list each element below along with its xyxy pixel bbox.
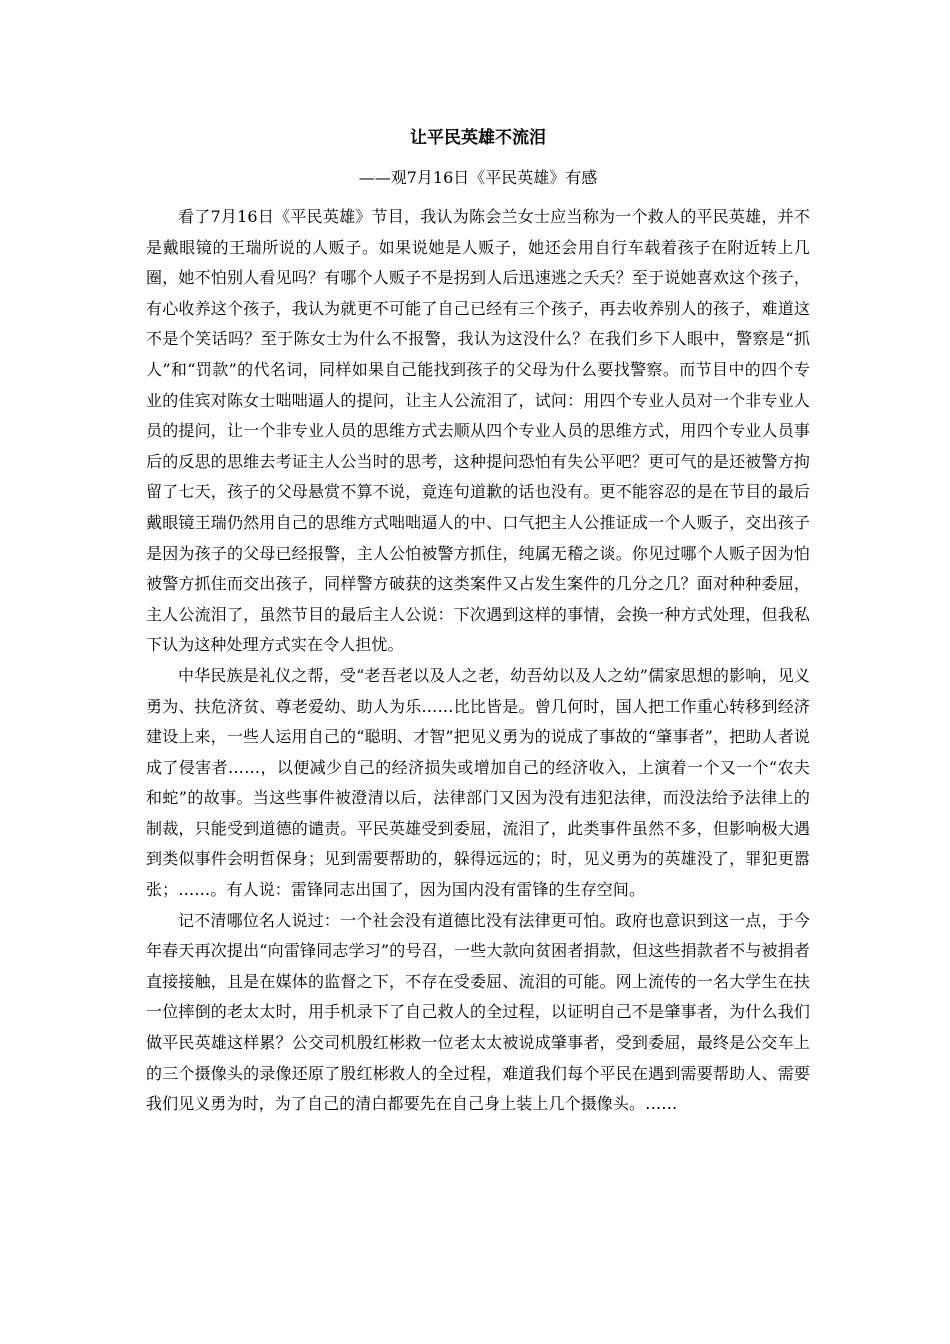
document-title: 让平民英雄不流泪 (410, 128, 546, 148)
paragraph-2: 中华民族是礼仪之帮，受“老吾老以及人之老，幼吾幼以及人之幼”儒家思想的影响，见义勇为、扶危济贫、尊老爱幼、助人为乐……比比皆是。曾几何时，国人把工作重心转移到经济建设上来，一些人运用自己的“聪明、才智”把见义勇为的说成了事故的“肇事者”，把助人者说成了侵害者……，以便减少自己的经济损失或增加自己的经济收入，上演着一个又一个“农夫和蛇”的故事。当这些事件被澄清以后，法律部门又因为没有违犯法律，而没法给予法律上的制裁，只能受到道德的谴责。平民英雄受到委屈，流泪了，此类事件虽然不多，但影响极大遇到类似事件会明哲保身；见到需要帮助的，躲得远远的；时，见义勇为的英雄没了，罪犯更嚣张；……。有人说：雷锋同志出国了，因为国内没有雷锋的生存空间。 (146, 665, 810, 900)
document-subtitle: ——观7月16日《平民英雄》有感 (358, 168, 598, 187)
paragraph-1: 看了7月16日《平民英雄》节目，我认为陈会兰女士应当称为一个救人的平民英雄，并不是戴眼镜的王瑞所说的人贩子。如果说她是人贩子，她还会用自行车载着孩子在附近转上几圈，她不怕别人看见吗？有哪个人贩子不是拐到人后迅速逃之夭夭？至于说她喜欢这个孩子，有心收养这个孩子，我认为就更不可能了自己已经有三个孩子，再去收养别人的孩子，难道这不是个笑话吗？至于陈女士为什么不报警，我认为这没什么？在我们乡下人眼中，警察是“抓人”和“罚款”的代名词，同样如果自己能找到孩子的父母为什么要找警察。而节目中的四个专业的佳宾对陈女士咄咄逼人的提问，让主人公流泪了，试问：用四个专业人员对一个非专业人员的提问，让一个非专业人员的思维方式去顺从四个专业人员的思维方式，用四个专业人员事后的反思的思维去考证主人公当时的思考，这种提问恐怕有失公平吧？更可气的是还被警方拘留了七天，孩子的父母悬赏不算不说，竟连句道歉的话也没有。更不能容忍的是在节目的最后戴眼镜王瑞仍然用自己的思维方式咄咄逼人的中、口气把主人公推证成一个人贩子，交出孩子是因为孩子的父母已经报警，主人公怕被警方抓住，纯属无稽之谈。你见过哪个人贩子因为怕被警方抓住而交出孩子，同样警方破获的这类案件又占发生案件的几分之几？面对种种委屈，主人公流泪了，虽然节目的最后主人公说：下次遇到这样的事情，会换一种方式处理，但我私下认为这种处理方式实在令人担忧。 (146, 207, 810, 655)
paragraph-3: 记不清哪位名人说过：一个社会没有道德比没有法律更可怕。政府也意识到这一点，于今年春天再次提出“向雷锋同志学习”的号召，一些大款向贫困者捐款，但这些捐款者不与被捐者直接接触，且是在媒体的监督之下，不存在受委屈、流泪的可能。网上流传的一名大学生在扶一位摔倒的老太太时，用手机录下了自己救人的全过程，以证明自己不是肇事者，为什么我们做平民英雄这样累？公交司机殷红彬救一位老太太被说成肇事者，受到委屈，最终是公交车上的三个摄像头的录像还原了殷红彬救人的全过程，难道我们每个平民在遇到需要帮助人、需要我们见义勇为时，为了自己的清白都要先在自己身上装上几个摄像头。…… (146, 910, 810, 1114)
document-body (146, 124, 810, 1120)
